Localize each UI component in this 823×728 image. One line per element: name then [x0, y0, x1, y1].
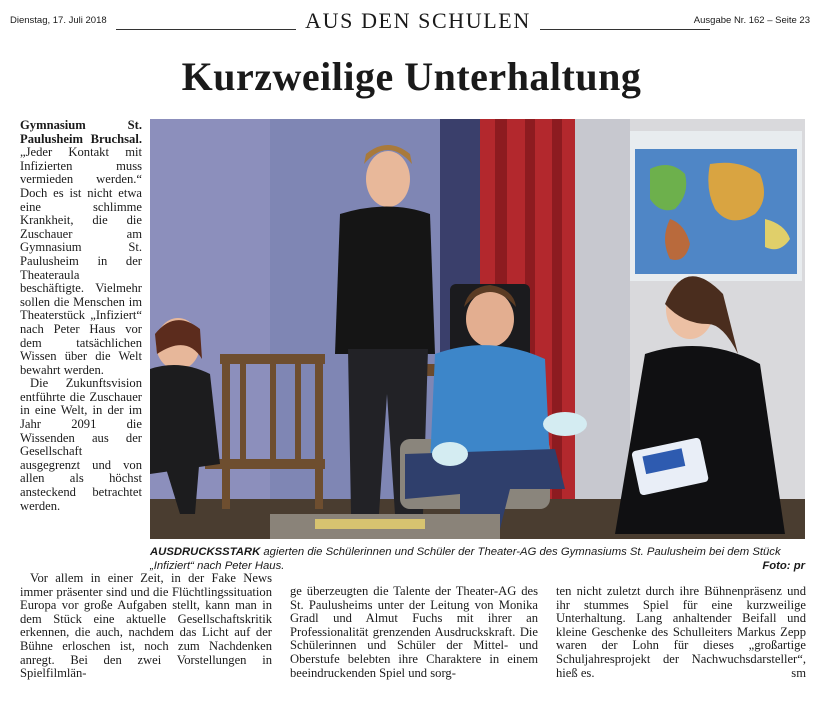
page-header	[6, 8, 814, 33]
article-column-1-bottom	[20, 572, 272, 681]
section-title: AUS DEN SCHULEN	[305, 8, 531, 33]
caption-lead: AUSDRUCKSSTARK	[150, 546, 261, 558]
photo-illustration	[150, 119, 805, 539]
article-paragraph: Die Zukunftsvision entführte die Zuschauer in eine Welt, in der im Jahr 2091 die Wissenden aus der Gesellschaft ausgegrenzt und von allen als höchst ansteckend betrachtet werden.	[20, 376, 142, 513]
wooden-chair	[220, 354, 325, 364]
article-text: ten nicht zuletzt durch ihre Bühnenpräsenz und ihr stummes Spiel für eine kurzweilige Unterhaltung. Lang anhaltender Beifall und kleine Geschenke des Schulleiters Markus Zepp waren der Lohn für dieses „großartige Schuljahresprojekt der Nachwuchsdarsteller“, hieß es.	[556, 584, 806, 680]
table-book	[315, 519, 425, 529]
header-rule-right	[540, 29, 710, 30]
article-paragraph: Vor allem in einer Zeit, in der Fake News immer präsenter sind und die Flüchtlingssituation Europa vor große Aufgaben stellt, kann man in dem Stück eine aktuelle Gesellschaftskritik erkennen, die auch, nachdem das Licht auf der Bühne erloschen ist, noch zum Nachdenken anregt. Bei den zwei Vorstellungen in Spielfilmlän-	[20, 571, 272, 681]
header-rule-left	[116, 29, 296, 30]
actor-standing-head	[366, 151, 410, 207]
actor-seated-head	[466, 291, 514, 347]
issue-number: Ausgabe Nr. 162 – Seite 23	[693, 15, 810, 26]
theater-stage-photo	[150, 119, 805, 539]
photo-credit: Foto: pr	[762, 560, 805, 572]
article-text: „Jeder Kontakt mit Infizierten muss vermieden werden.“ Doch es ist nicht etwa eine schlimme Krankheit, die die Zuschauer am Gymnasium St. Paulusheim in der Theateraula beschäftigte. Vielmehr sollen die Menschen im Theaterstück „Infiziert“ nach Peter Haus vor dem tatsächlichen Wissen über die Welt bewahrt werden.	[20, 145, 142, 377]
glove-right	[543, 412, 587, 436]
article-column-2	[290, 585, 538, 680]
caption-text: agierten die Schülerinnen und Schüler der Theater-AG des Gymnasiums St. Paulusheim bei dem Stück „Infiziert“ nach Peter Haus.	[150, 546, 781, 572]
glove-left	[432, 442, 468, 466]
actor-standing-shirt	[335, 207, 435, 355]
author-signature: sm	[791, 665, 806, 680]
article-headline: Kurzweilige Unterhaltung	[181, 54, 642, 99]
issue-date: Dienstag, 17. Juli 2018	[10, 15, 107, 26]
article-paragraph	[20, 119, 142, 377]
article-kicker: Gymnasium St. Paulusheim Bruchsal.	[20, 118, 142, 146]
article-column-1-top	[20, 119, 142, 513]
article-paragraph	[556, 585, 806, 680]
article-paragraph: ge überzeugten die Talente der Theater-AG des St. Paulusheims unter der Leitung von Monika Gradl und Almut Fuchs mit ihrer an Professionalität grenzenden Ausdruckskraft. Die Schülerinnen und Schüler der Mittel- und Oberstufe belebten ihre Charaktere in einem beeindruckenden Spiel und sorg-	[290, 584, 538, 680]
photo-caption	[150, 545, 805, 573]
article-column-3	[556, 585, 806, 680]
